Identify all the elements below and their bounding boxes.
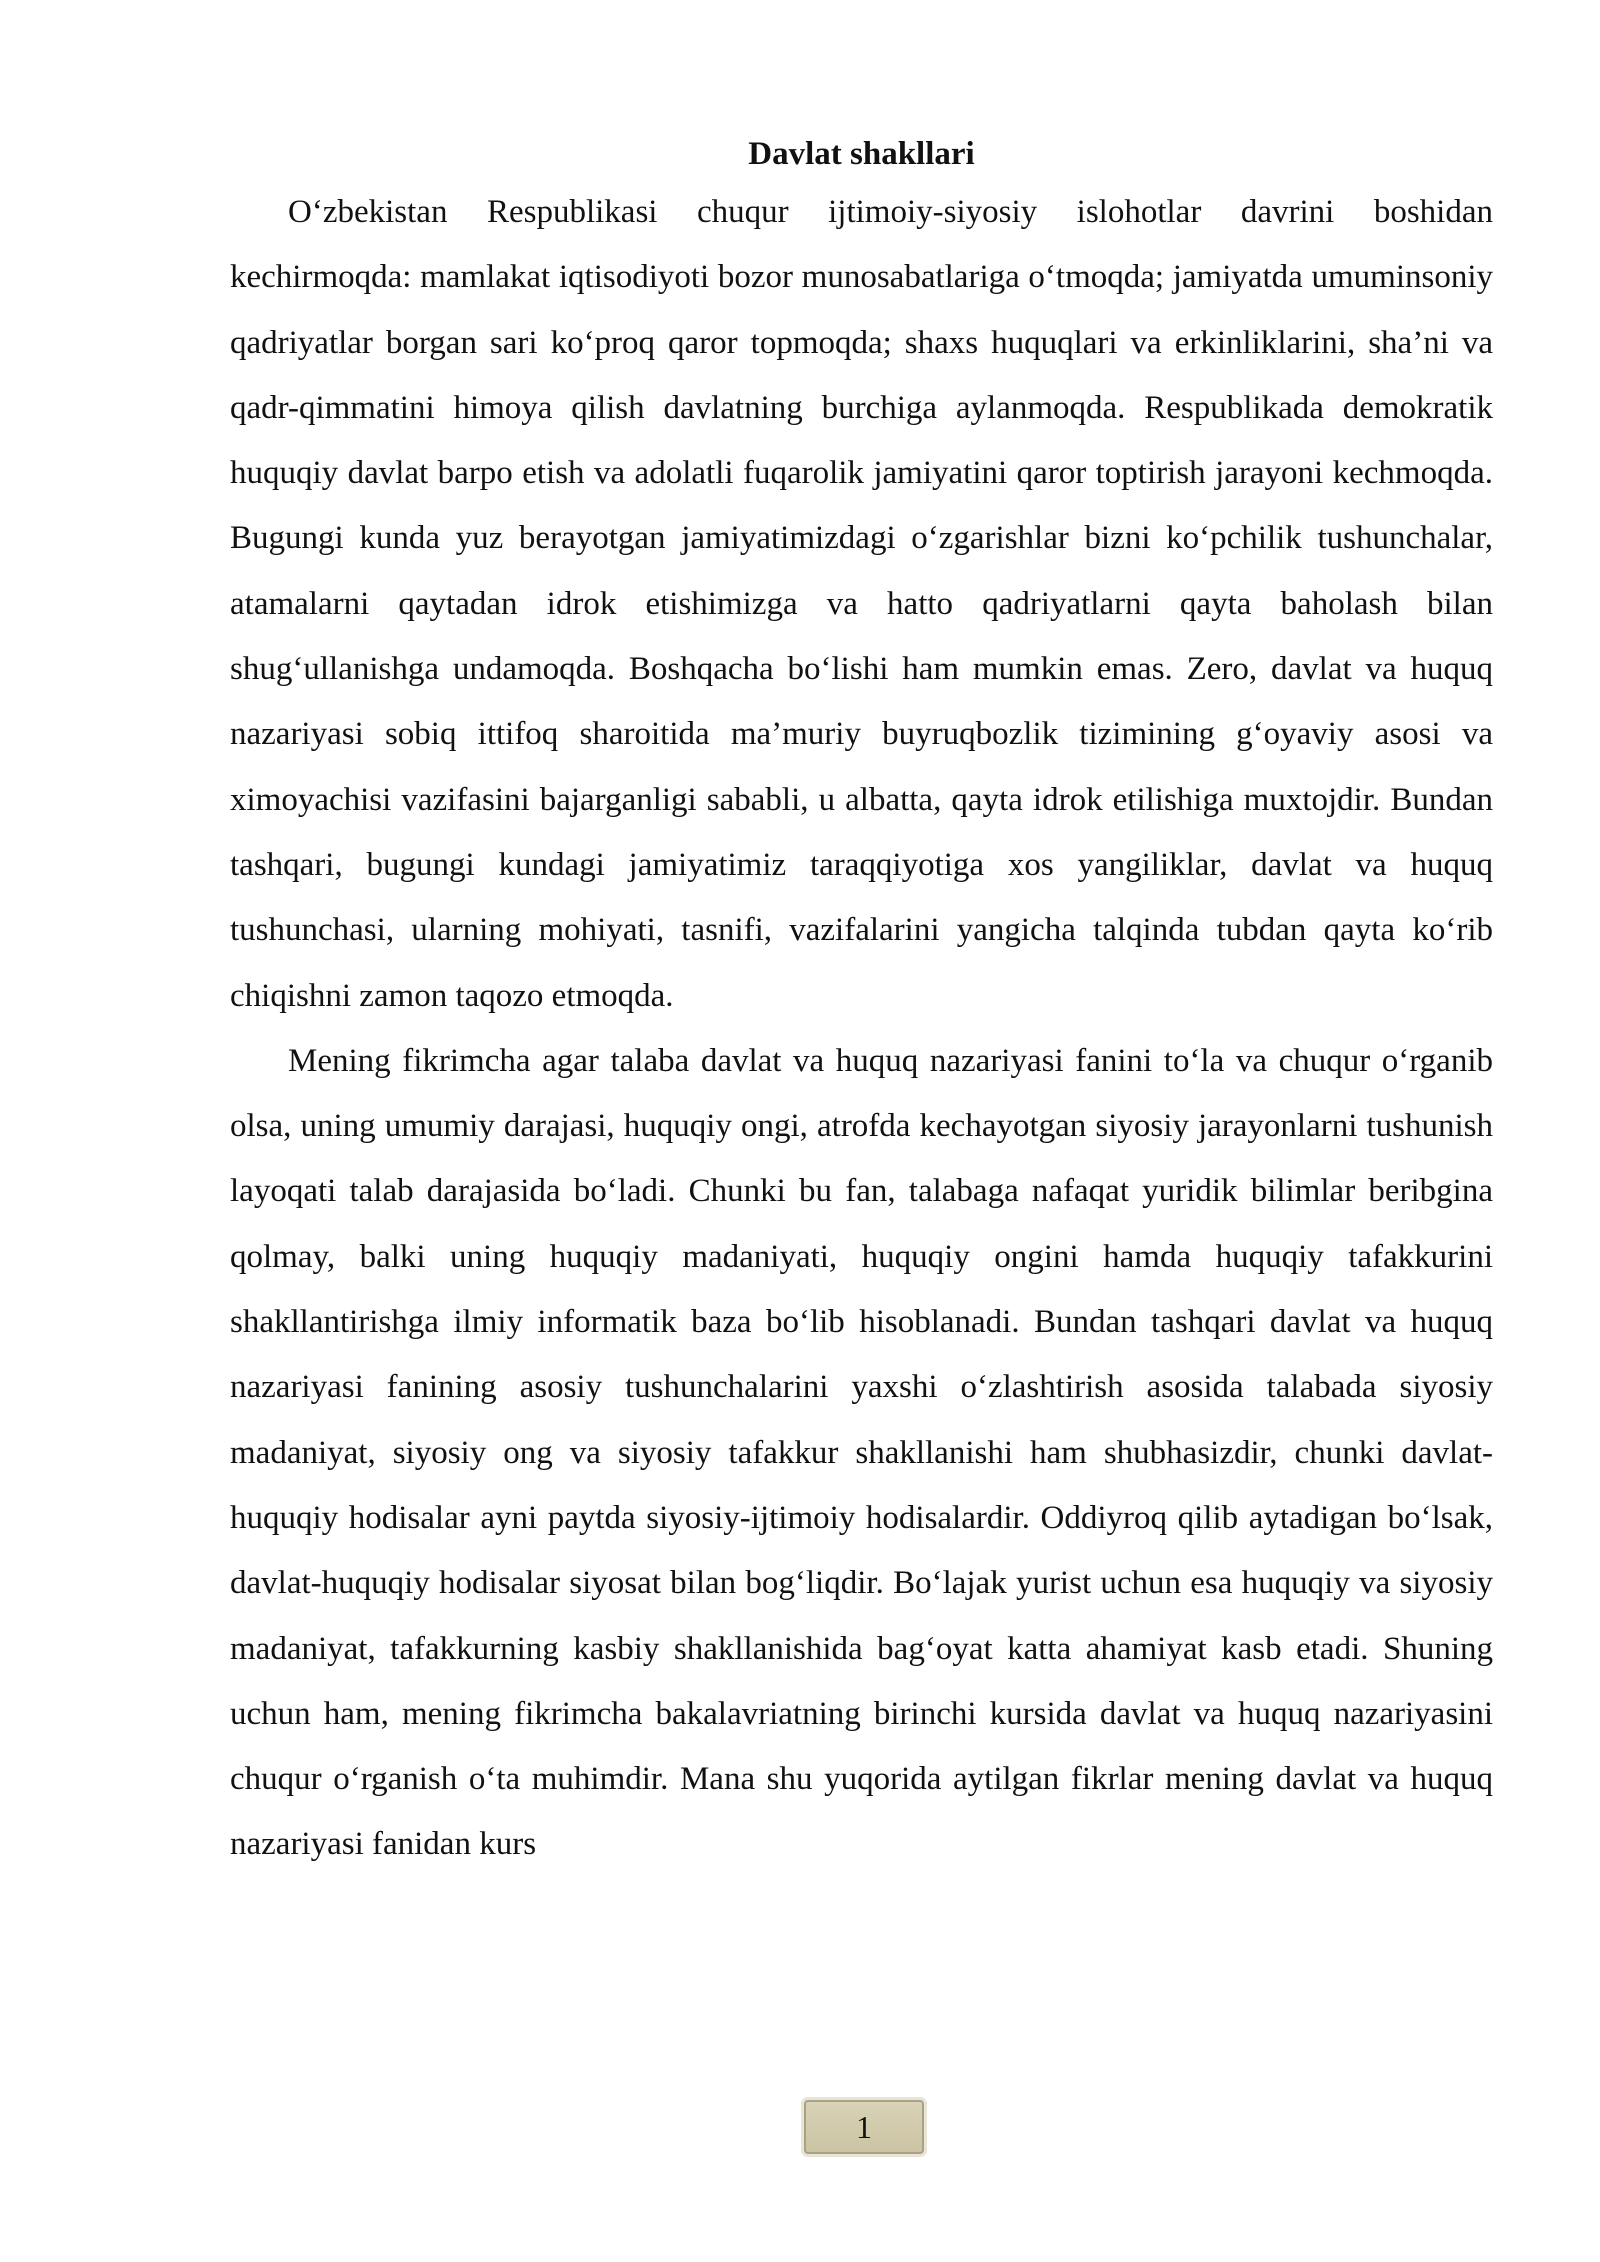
page-number-badge [804,2100,924,2154]
paragraph-2: Mening fikrimcha agar talaba davlat va huquq nazariyasi fanini to‘la va chuqur o‘rganib olsa, uning umumiy darajasi, huquqiy ongi, atrofda kechayotgan siyosiy jarayonlarni tushunish layoqati talab darajasida bo‘ladi. Chunki bu fan, talabaga nafaqat yuridik bilimlar beribgina qolmay, balki uning huquqiy madaniyati, huquqiy ongini hamda huquqiy tafakkurini shakllantirishga ilmiy informatik baza bo‘lib hisoblanadi. Bundan tashqari davlat va huquq nazariyasi fanining asosiy tushunchalarini yaxshi o‘zlashtirish asosida talabada siyosiy madaniyat, siyosiy ong va siyosiy tafakkur shakllanishi ham shubhasizdir, chunki davlat-huquqiy hodisalar ayni paytda siyosiy-ijtimoiy hodisalardir. Oddiyroq qilib aytadigan bo‘lsak, davlat-huquqiy hodisalar siyosat bilan bog‘liqdir. Bo‘lajak yurist uchun esa huquqiy va siyosiy madaniyat, tafakkurning kasbiy shakllanishida bag‘oyat katta ahamiyat kasb etadi. Shuning uchun ham, mening fikrimcha bakalavriatning birinchi kursida davlat va huquq nazariyasini chuqur o‘rganish o‘ta muhimdir. Mana shu yuqorida aytilgan fikrlar mening davlat va huquq nazariyasi fanidan kurs [230,1042,1493,1863]
page-number: 1 [856,2108,872,2145]
document-page [230,130,1493,1878]
document-title: Davlat shakllari [748,136,975,172]
paragraph-1: O‘zbekistan Respublikasi chuqur ijtimoiy-siyosiy islohotlar davrini boshidan kechirmoqda: mamlakat iqtisodiyoti bozor munosabatlariga o‘tmoqda; jamiyatda umuminsoniy qadriyatlar borgan sari ko‘proq qaror topmoqda; shaxs huquqlari va erkinliklarini, sha’ni va qadr-qimmatini himoya qilish davlatning burchiga aylanmoqda. Respublikada demokratik huquqiy davlat barpo etish va adolatli fuqarolik jamiyatini qaror toptirish jarayoni kechmoqda. Bugungi kunda yuz berayotgan jamiyatimizdagi o‘zgarishlar bizni ko‘pchilik tushunchalar, atamalarni qaytadan idrok etishimizga va hatto qadriyatlarni qayta baholash bilan shug‘ullanishga undamoqda. Boshqacha bo‘lishi ham mumkin emas. Zero, davlat va huquq nazariyasi sobiq ittifoq sharoitida ma’muriy buyruqbozlik tizimining g‘oyaviy asosi va ximoyachisi vazifasini bajarganligi sababli, u albatta, qayta idrok etilishiga muxtojdir. Bundan tashqari, bugungi kundagi jamiyatimiz taraqqiyotiga xos yangiliklar, davlat va huquq tushunchasi, ularning mohiyati, tasnifi, vazifalarini yangicha talqinda tubdan qayta ko‘rib chiqishni zamon taqozo etmoqda. [230,194,1493,1014]
